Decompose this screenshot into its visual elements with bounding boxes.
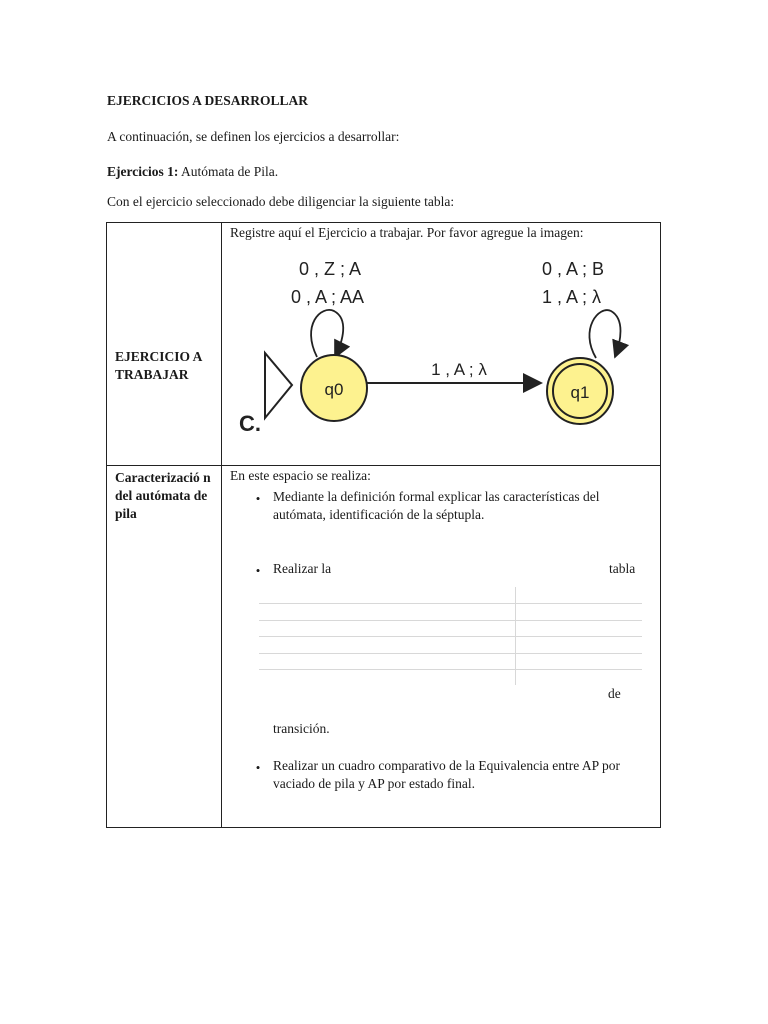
transition-table-placeholder — [259, 587, 642, 685]
q0-loop-label-1: 0 , Z ; A — [299, 259, 362, 279]
q1-loop-label-1: 0 , A ; B — [542, 259, 605, 279]
bullet-marker: • — [255, 760, 261, 775]
transition-label: 1 , A ; λ — [431, 360, 487, 379]
exercise-value: Autómata de Pila. — [181, 164, 279, 179]
q1-loop-label-2: 1 , A ; λ — [542, 287, 602, 307]
q0-loop-label-2: 0 , A ; AA — [291, 287, 365, 307]
q1-loop-arrow — [589, 310, 620, 358]
bullet2-word-de: de — [608, 686, 621, 701]
state-q1-label: q1 — [570, 383, 590, 402]
row1-label — [115, 348, 202, 384]
state-q0-label: q0 — [324, 380, 344, 399]
q0-loop-arrow — [311, 310, 343, 357]
row1-label-line2: TRABAJAR — [115, 367, 189, 382]
pushdown-automaton-diagram — [239, 253, 655, 468]
bullet-marker: • — [255, 563, 261, 578]
instruction-text: Con el ejercicio seleccionado debe diligenciar la siguiente tabla: — [107, 194, 455, 209]
bullet-marker: • — [255, 491, 261, 506]
exercise-line — [107, 164, 278, 180]
row2-label: Caracterizació n del autómata de pila — [115, 470, 211, 521]
page-heading: EJERCICIOS A DESARROLLAR — [107, 93, 309, 108]
row1-label-line1: EJERCICIO A — [115, 349, 203, 364]
bullet2-start: Realizar la — [273, 561, 332, 576]
exercise-table — [106, 222, 661, 828]
intro-text: A continuación, se definen los ejercicios a desarrollar: — [107, 129, 400, 144]
start-triangle-icon — [265, 353, 292, 418]
exercise-label: Ejercicios 1: — [107, 164, 179, 179]
bullet1-text: Mediante la definición formal explicar las características del autómata, identificación de la séptupla. — [273, 489, 600, 522]
row2-intro: En este espacio se realiza: — [230, 468, 371, 483]
bullet2-end: transición. — [273, 721, 330, 736]
bullet3-text: Realizar un cuadro comparativo de la Equivalencia entre AP por vaciado de pila y AP por estado final. — [273, 758, 620, 791]
bullet2-word-tabla: tabla — [609, 561, 636, 576]
table-column-divider — [221, 223, 222, 827]
register-instruction: Registre aquí el Ejercicio a trabajar. Por favor agregue la imagen: — [230, 225, 584, 240]
diagram-corner-label: C. — [239, 411, 261, 436]
